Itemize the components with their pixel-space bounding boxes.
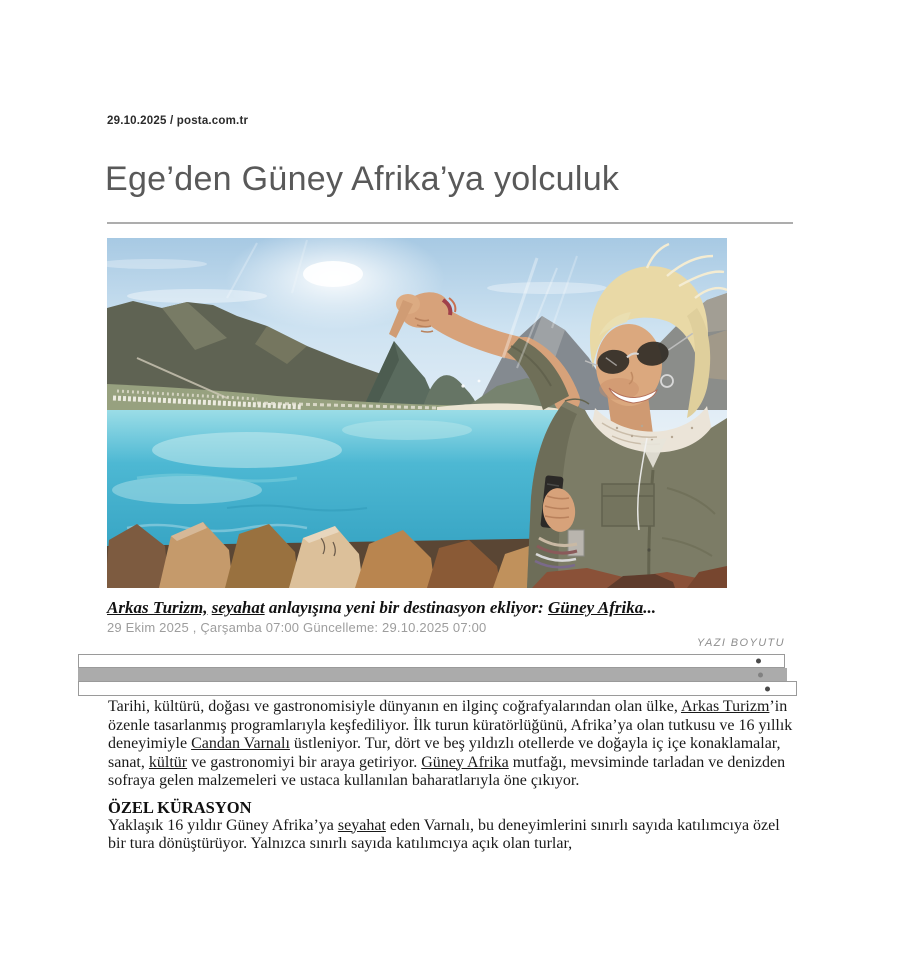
text-segment: üstleniyor. Tur, dört ve beş yıldızlı otellerde ve doğayla iç içe konaklamalar, sanat,	[108, 735, 781, 771]
article-body	[108, 698, 801, 854]
article-photo	[107, 238, 727, 588]
inline-link[interactable]: Arkas Turizm,	[107, 598, 208, 617]
slider-dot	[756, 659, 761, 664]
inline-link[interactable]: seyahat	[337, 816, 386, 834]
slider-dot	[765, 686, 770, 691]
font-size-bar-top[interactable]	[78, 654, 785, 668]
font-size-control	[78, 654, 798, 696]
font-size-bar-bottom[interactable]	[78, 681, 797, 696]
slider-dot	[758, 672, 763, 677]
article-dateline: 29 Ekim 2025 , Çarşamba 07:00 Güncelleme: 29.10.2025 07:00	[107, 620, 487, 635]
text-segment: Tarihi, kültürü, doğası ve gastronomisiyle dünyanın en ilginç coğrafyalarından olan ülke,	[108, 698, 681, 715]
font-size-bar-middle[interactable]	[78, 668, 787, 681]
inline-link[interactable]: Güney Afrika	[547, 598, 644, 617]
text-segment: ’in özenle tasarlanmış programlarıyla keşfediliyor. İlk turun küratörlüğünü, Afrika’ya olan tutkusu ve 16 yıllık deneyimiyle	[108, 698, 793, 752]
article-paragraph-1	[108, 698, 801, 791]
photo-illustration	[107, 238, 727, 588]
inline-link[interactable]: Arkas Turizm	[680, 698, 770, 715]
text-segment: anlayışına yeni bir destinasyon ekliyor:	[264, 598, 548, 617]
inline-link[interactable]: Güney Afrika	[421, 753, 509, 771]
page-title: Ege’den Güney Afrika’ya yolculuk	[105, 160, 620, 198]
source-line: 29.10.2025 / posta.com.tr	[107, 115, 249, 127]
article-subheading: ÖZEL KÜRASYON	[108, 797, 252, 817]
photo-caption	[107, 597, 793, 618]
article-paragraph-2	[108, 817, 801, 854]
text-segment: ve gastronomiyi bir araya getiriyor.	[187, 753, 422, 771]
inline-link[interactable]: kültür	[148, 753, 188, 771]
text-segment: Yaklaşık 16 yıldır Güney Afrika’ya	[108, 816, 338, 834]
text-segment: mutfağı, mevsiminde tarladan ve denizden sofraya gelen malzemeleri ve ustaca kullanılan baharatlarıyla öne çıkıyor.	[108, 753, 786, 789]
inline-link[interactable]: Candan Varnalı	[191, 735, 290, 752]
font-size-label: YAZI BOYUTU	[696, 637, 785, 649]
headline-divider	[107, 222, 793, 224]
inline-link[interactable]: seyahat	[211, 598, 265, 617]
text-segment: ...	[643, 598, 656, 617]
text-segment: eden Varnalı, bu deneyimlerini sınırlı sayıda katılımcıya özel bir tura dönüştürüyor. Yalnızca sınırlı sayıda katılımcıya açık olan turlar,	[108, 816, 780, 852]
